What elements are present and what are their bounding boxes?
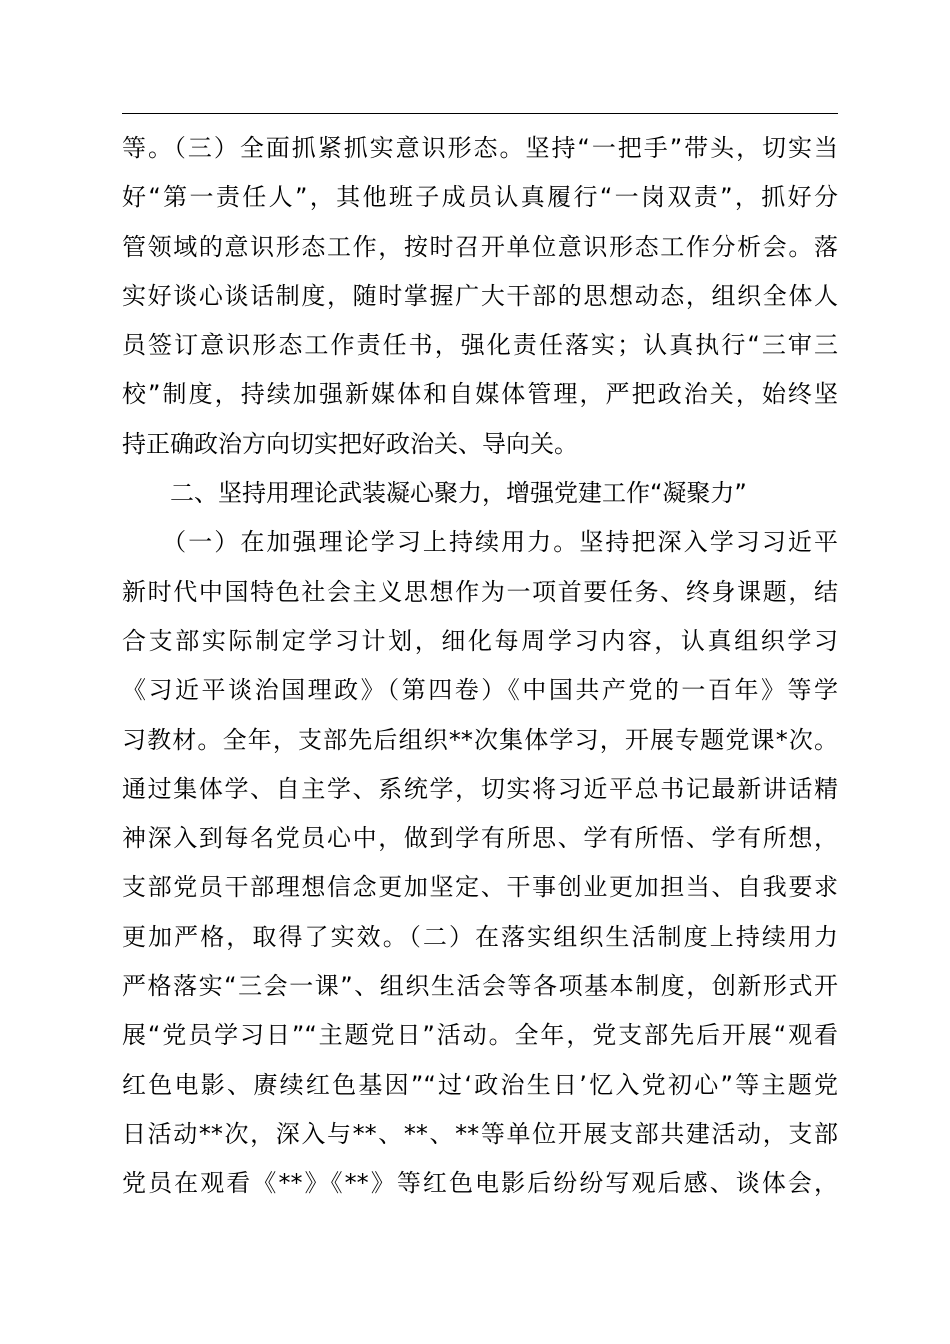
text-line: 等。（三）全面抓紧抓实意识形态。坚持“一把手”带头，切实当 [122,134,838,162]
text-line: 严格落实“三会一课”、组织生活会等各项基本制度，创新形式开 [122,972,838,1001]
text-line: 支部党员干部理想信念更加坚定、干事创业更加担当、自我要求 [122,873,838,902]
text-line: 展“党员学习日”“主题党日”活动。全年，党支部先后开展“观看 [122,1021,838,1050]
text-line: 通过集体学、自主学、系统学，切实将习近平总书记最新讲话精 [122,774,838,803]
header-rule [122,113,838,114]
document-body [122,124,838,1209]
text-line: 神深入到每名党员心中，做到学有所思、学有所悟、学有所想， [122,824,838,853]
text-line: 新时代中国特色社会主义思想作为一项首要任务、终身课题，结 [122,577,838,606]
text-line: 合支部实际制定学习计划，细化每周学习内容，认真组织学习 [122,626,838,655]
text-line: 《习近平谈治国理政》（第四卷）《中国共产党的一百年》等学 [122,676,838,705]
text-line: 校”制度，持续加强新媒体和自媒体管理，严把政治关，始终坚 [122,380,838,409]
text-line: 员签订意识形态工作责任书，强化责任落实；认真执行“三审三 [122,331,838,360]
text-line: 实好谈心谈话制度，随时掌握广大干部的思想动态，组织全体人 [122,281,838,310]
text-line: 好“第一责任人”，其他班子成员认真履行“一岗双责”，抓好分 [122,183,838,212]
text-line: 习教材。全年，支部先后组织**次集体学习，开展专题党课*次。 [122,725,838,754]
text-line: 更加严格，取得了实效。（二）在落实组织生活制度上持续用力 [122,922,838,951]
text-line: （一）在加强理论学习上持续用力。坚持把深入学习习近平 [122,528,838,557]
text-line: 红色电影、赓续红色基因”“过‘政治生日’忆入党初心”等主题党 [122,1070,838,1099]
text-line: 管领域的意识形态工作，按时召开单位意识形态工作分析会。落 [122,232,838,261]
text-line: 持正确政治方向切实把好政治关、导向关。 [122,429,578,458]
text-line: 日活动**次，深入与**、**、**等单位开展支部共建活动，支部 [122,1119,838,1148]
section-heading: 二、坚持用理论武装凝心聚力，增强党建工作“凝聚力” [122,479,747,508]
text-line: 党员在观看《**》《**》等红色电影后纷纷写观后感、谈体会， [122,1169,838,1198]
